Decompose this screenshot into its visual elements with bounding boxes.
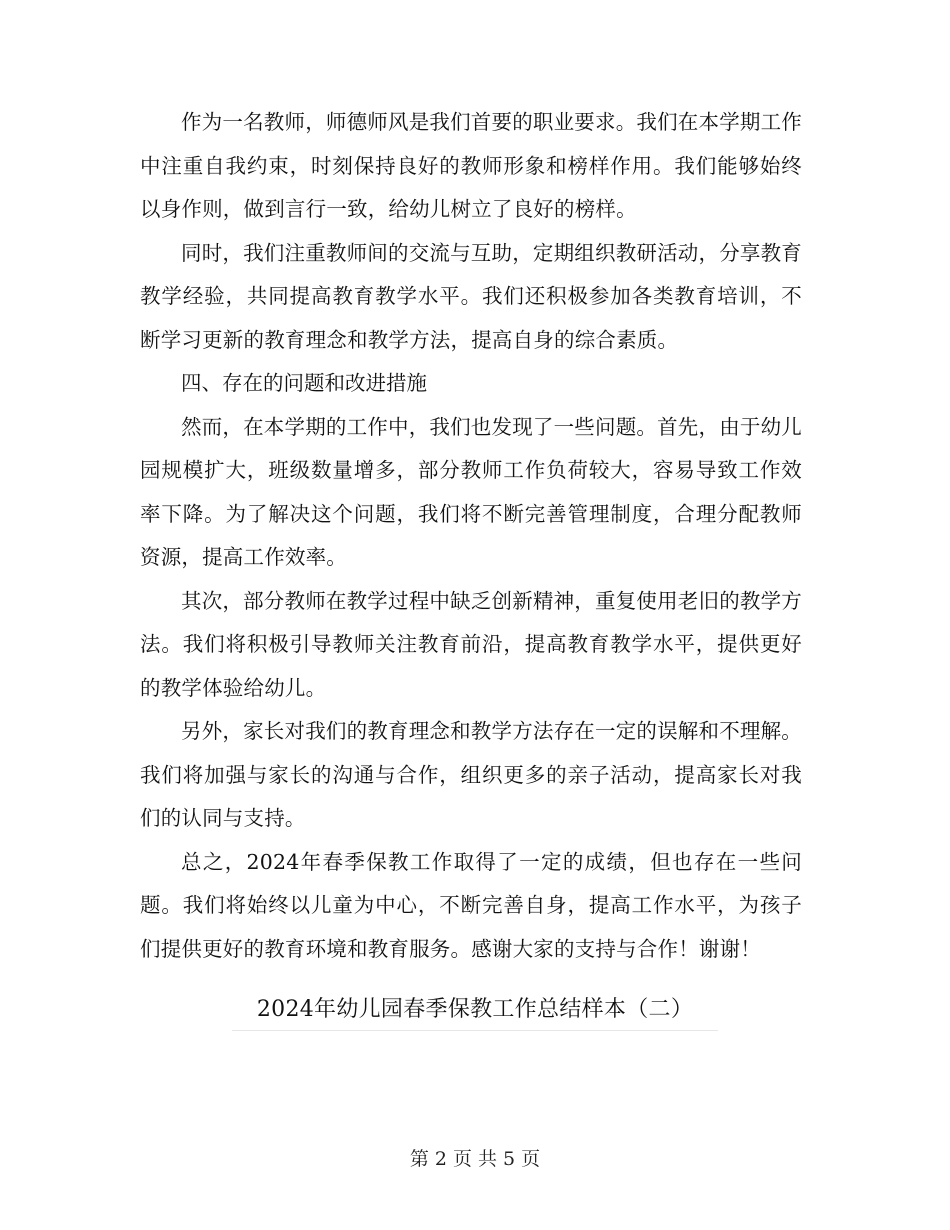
section-heading-problems: 四、存在的问题和改进措施 — [181, 371, 427, 395]
document-body — [140, 101, 802, 971]
paragraph-teacher-ethics: 作为一名教师，师德师风是我们首要的职业要求。我们在本学期工作中注重自我约束，时刻保持良好的教师形象和榜样作用。我们能够始终以身作则，做到言行一致，给幼儿树立了良好的榜样。 — [140, 110, 802, 221]
paragraph-conclusion: 总之，2024年春季保教工作取得了一定的成绩，但也存在一些问题。我们将始终以儿童为中心，不断完善自身，提高工作水平，为孩子们提供更好的教育环境和教育服务。感谢大家的支持与合作！谢谢！ — [140, 849, 802, 961]
next-document-title: 2024年幼儿园春季保教工作总结样本（二） — [232, 990, 718, 1031]
paragraph-problem-workload: 然而，在本学期的工作中，我们也发现了一些问题。首先，由于幼儿园规模扩大，班级数量增多，部分教师工作负荷较大，容易导致工作效率下降。为了解决这个问题，我们将不断完善管理制度，合理分配教师资源，提高工作效率。 — [140, 414, 802, 569]
paragraph-problem-parents: 另外，家长对我们的教育理念和教学方法存在一定的误解和不理解。我们将加强与家长的沟通与合作，组织更多的亲子活动，提高家长对我们的认同与支持。 — [140, 719, 802, 830]
paragraph-teacher-exchange: 同时，我们注重教师间的交流与互助，定期组织教研活动，分享教育教学经验，共同提高教育教学水平。我们还积极参加各类教育培训，不断学习更新的教育理念和教学方法，提高自身的综合素质。 — [140, 240, 802, 352]
paragraph-problem-innovation: 其次，部分教师在教学过程中缺乏创新精神，重复使用老旧的教学方法。我们将积极引导教师关注教育前沿，提高教育教学水平，提供更好的教学体验给幼儿。 — [140, 588, 802, 700]
page-number-footer: 第 2 页 共 5 页 — [409, 1148, 541, 1170]
